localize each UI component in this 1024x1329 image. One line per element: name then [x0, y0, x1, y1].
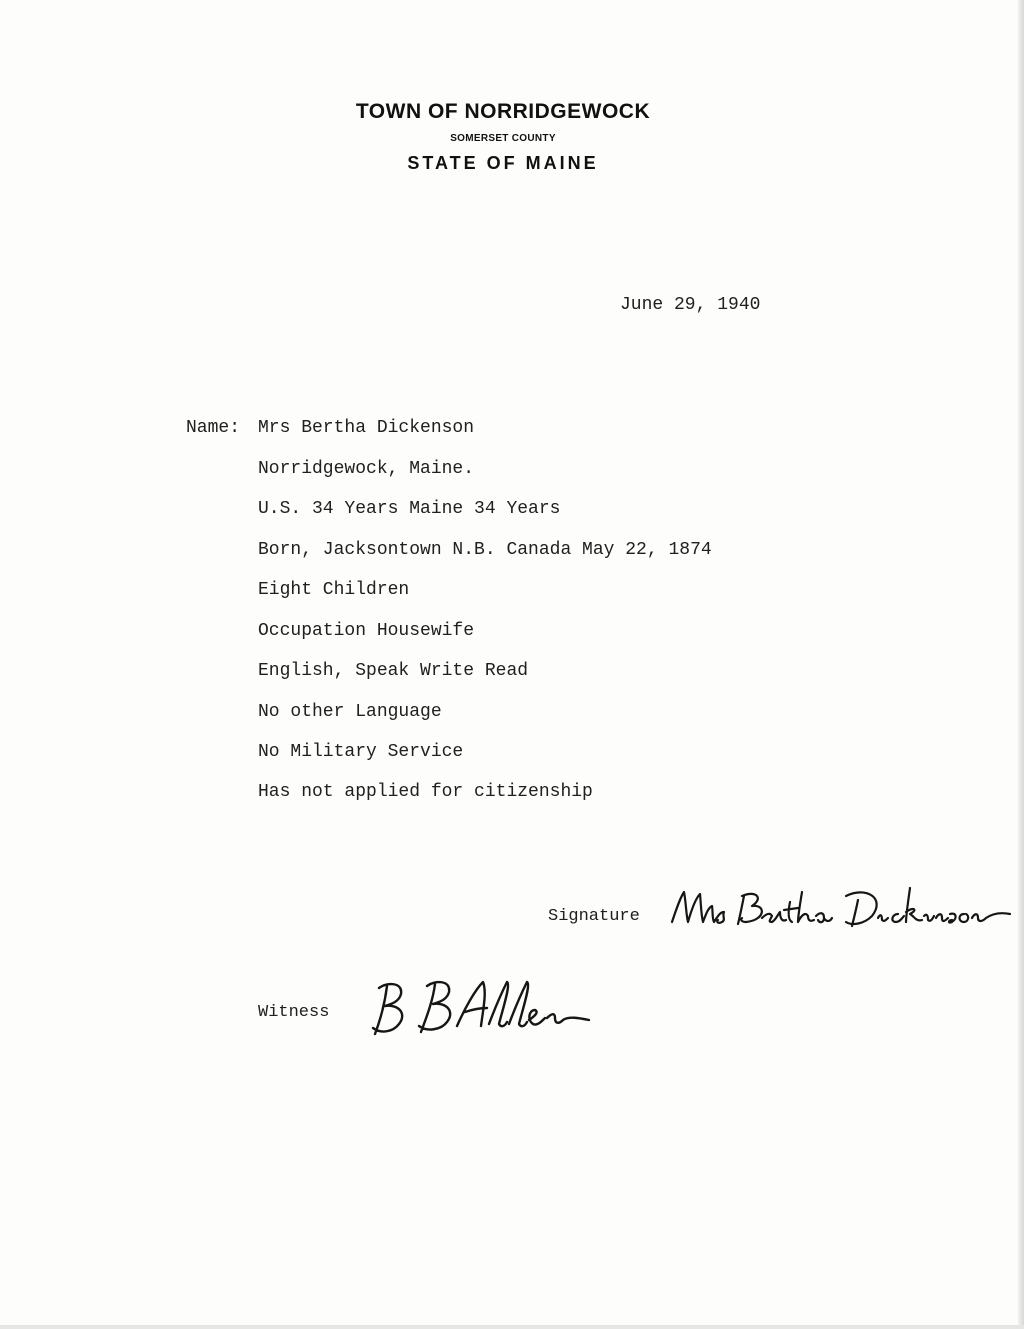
- record-line-citizenship: Has not applied for citizenship: [258, 782, 593, 802]
- letterhead-state: STATE OF MAINE: [407, 153, 599, 173]
- name-label: Name:: [186, 418, 241, 438]
- record-line-birth: Born, Jacksontown N.B. Canada May 22, 1874: [258, 540, 712, 560]
- record-line-military: No Military Service: [258, 742, 464, 762]
- name-value: Mrs Bertha Dickenson: [258, 418, 475, 438]
- record-line-residency-years: U.S. 34 Years Maine 34 Years: [258, 499, 561, 519]
- signature-label: Signature: [548, 907, 640, 926]
- record-line-residence: Norridgewock, Maine.: [258, 459, 475, 479]
- record-line-language-skills: English, Speak Write Read: [258, 661, 529, 681]
- witness-label: Witness: [258, 1003, 330, 1022]
- letterhead-town: TOWN OF NORRIDGEWOCK: [355, 100, 651, 123]
- record-line-occupation: Occupation Housewife: [258, 621, 475, 641]
- record-line-children: Eight Children: [258, 580, 410, 600]
- scan-edge-bottom: [0, 1325, 1024, 1329]
- document-date: June 29, 1940: [620, 295, 761, 315]
- applicant-signature: [666, 872, 1016, 938]
- scan-edge: [1018, 0, 1024, 1329]
- record-line-other-language: No other Language: [258, 702, 442, 722]
- letterhead-county: SOMERSET COUNTY: [450, 133, 556, 144]
- witness-signature: [365, 968, 595, 1050]
